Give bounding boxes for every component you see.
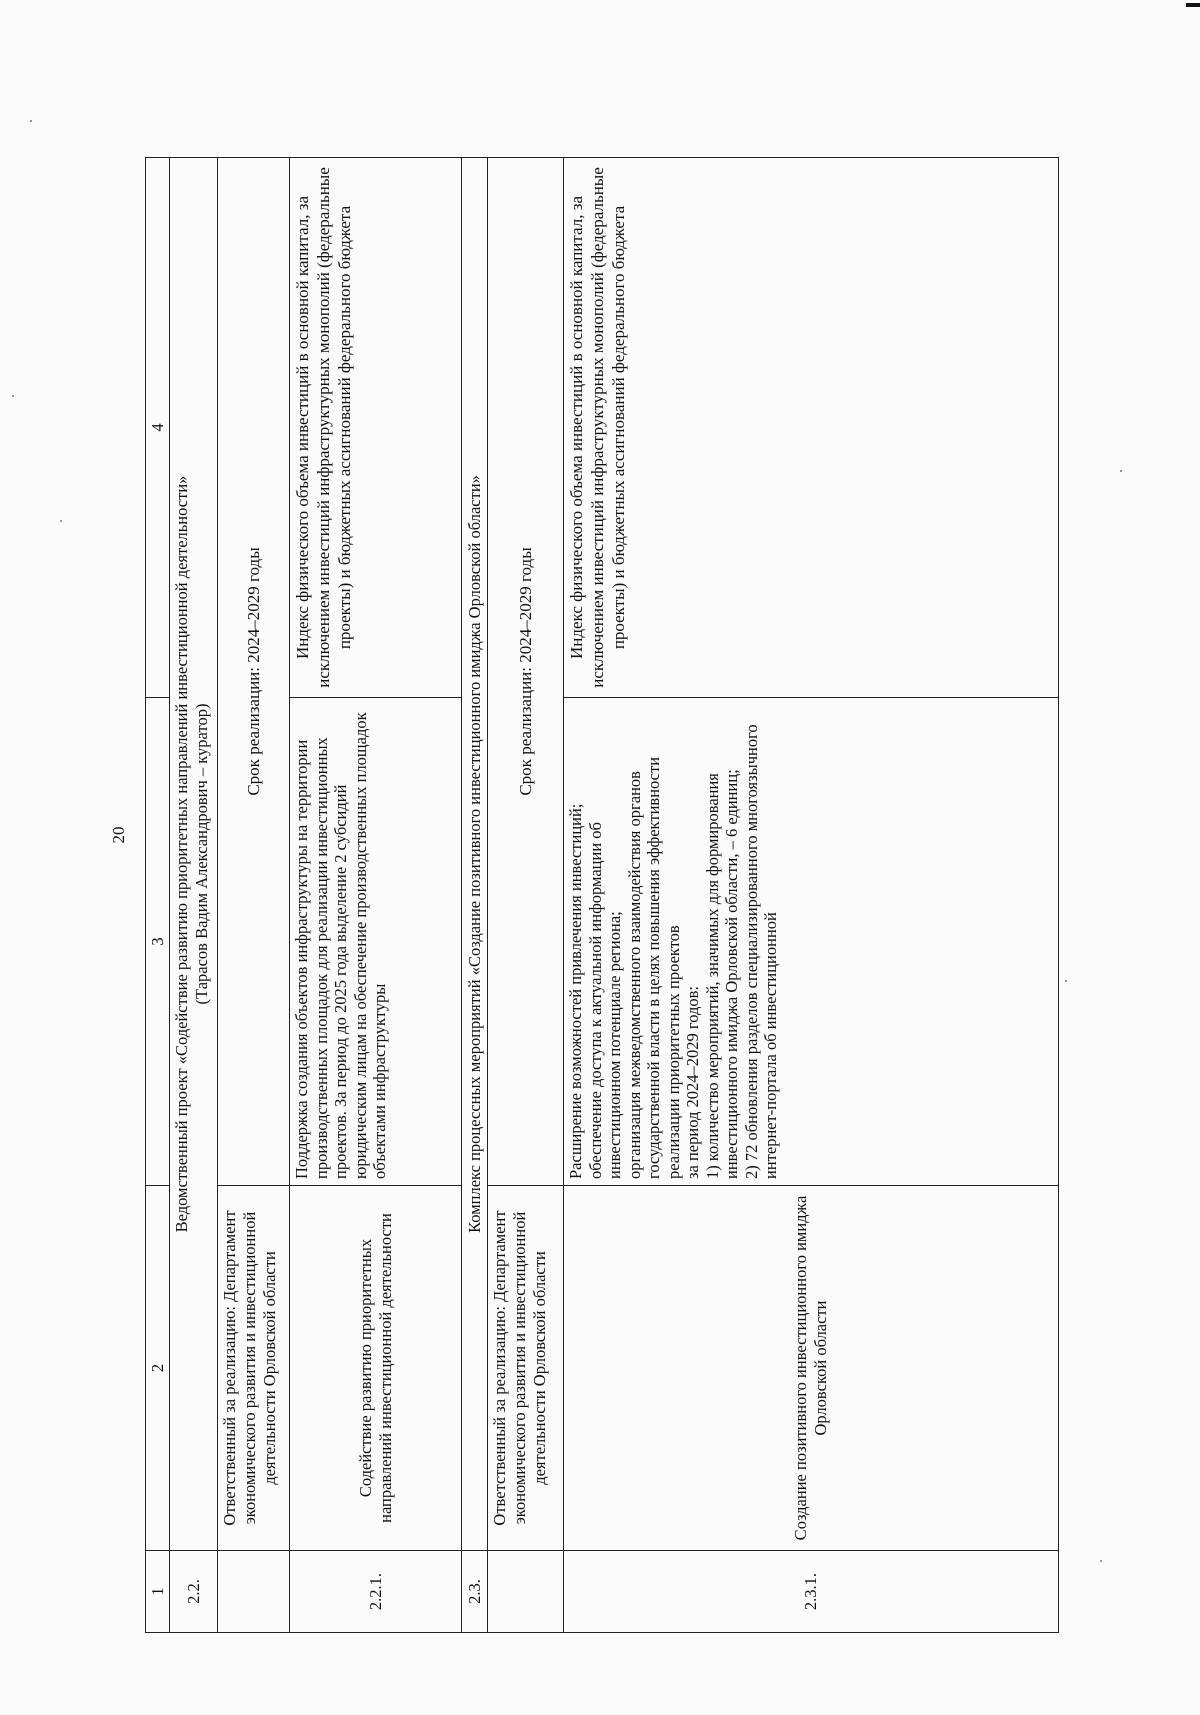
empty-cell xyxy=(218,1551,290,1633)
effect-line: организация межведомственного взаимодействия органов государственной власти в целях повышения эффективности реализации приоритетных проектов xyxy=(624,756,683,1179)
section-title: Комплекс процессных мероприятий «Создание позитивного инвестиционного имиджа Орловской области» xyxy=(462,158,488,1551)
responsible-text: Ответственный за реализацию: Департамент экономического развития и инвестиционной деятельности Орловской области xyxy=(218,1186,290,1551)
scan-speck xyxy=(60,520,62,522)
section-2-2-title-row xyxy=(170,158,218,1633)
task-2-2-1-row xyxy=(290,158,462,1633)
scan-speck xyxy=(1100,1560,1102,1562)
header-col-2: 2 xyxy=(146,1186,170,1551)
task-number: 2.2.1. xyxy=(290,1551,462,1633)
task-indicator: Индекс физического объема инвестиций в основной капитал, за исключением инвестиций инфраструктурных монополий (федеральные проекты) и бюджетных ассигнований федерального бюджета xyxy=(564,158,1059,698)
section-number: 2.3. xyxy=(462,1551,488,1633)
effect-line: Расширение возможностей привлечения инвестиций; xyxy=(566,803,585,1179)
scan-speck xyxy=(1065,980,1067,982)
rotated-table-container xyxy=(145,158,1059,1633)
effect-line: обеспечение доступа к актуальной информации об инвестиционном потенциале региона; xyxy=(585,822,624,1179)
effect-line: 1) количество мероприятий, значимых для формирования инвестиционного имиджа Орловской области, – 6 единиц; xyxy=(702,769,741,1179)
task-effect xyxy=(564,698,1059,1186)
page-number: 20 xyxy=(109,826,128,844)
section-title-line-2: (Тарасов Вадим Александрович – куратор) xyxy=(192,703,211,1005)
responsible-text: Ответственный за реализацию: Департамент экономического развития и инвестиционной деятельности Орловской области xyxy=(488,1186,564,1551)
header-col-3: 3 xyxy=(146,698,170,1186)
task-2-3-1-row xyxy=(564,158,1059,1633)
header-row xyxy=(146,158,170,1633)
section-title-line-1: Ведомственный проект «Содействие развитию приоритетных направлений инвестиционной деятельности» xyxy=(172,475,191,1233)
header-col-1: 1 xyxy=(146,1551,170,1633)
term-text: Срок реализации: 2024–2029 годы xyxy=(218,158,290,1186)
header-col-4: 4 xyxy=(146,158,170,698)
task-indicator: Индекс физического объема инвестиций в основной капитал, за исключением инвестиций инфраструктурных монополий (федеральные проекты) и бюджетных ассигнований федерального бюджета xyxy=(290,158,462,698)
task-effect: Поддержка создания объектов инфраструктуры на территории производственных площадок для реализации инвестиционных проектов. За период до 2025 года выделение 2 субсидий юридическим лицам на обеспечение производственных площадок объектами инфраструктуры xyxy=(290,698,462,1186)
task-number: 2.3.1. xyxy=(564,1551,1059,1633)
plan-table xyxy=(145,157,1059,1633)
effect-line: 2) 72 обновления разделов специализированного многоязычного интернет-портала об инвестиционной xyxy=(741,724,780,1179)
scan-speck xyxy=(30,120,32,122)
section-title xyxy=(170,158,218,1551)
task-name: Содействие развитию приоритетных направлений инвестиционной деятельности xyxy=(290,1186,462,1551)
effect-line: за период 2024–2029 годов: xyxy=(683,985,702,1179)
section-number: 2.2. xyxy=(170,1551,218,1633)
section-2-3-responsible-row xyxy=(488,158,564,1633)
term-text: Срок реализации: 2024–2029 годы xyxy=(488,158,564,1186)
scan-speck xyxy=(1120,470,1122,472)
section-2-3-title-row xyxy=(462,158,488,1633)
task-name: Создание позитивного инвестиционного имиджа Орловской области xyxy=(564,1186,1059,1551)
rotated-table-sheet xyxy=(145,158,1059,1633)
empty-cell xyxy=(488,1551,564,1633)
section-2-2-responsible-row xyxy=(218,158,290,1633)
scan-speck xyxy=(12,395,14,397)
scan-edge-mark xyxy=(1186,3,1200,7)
